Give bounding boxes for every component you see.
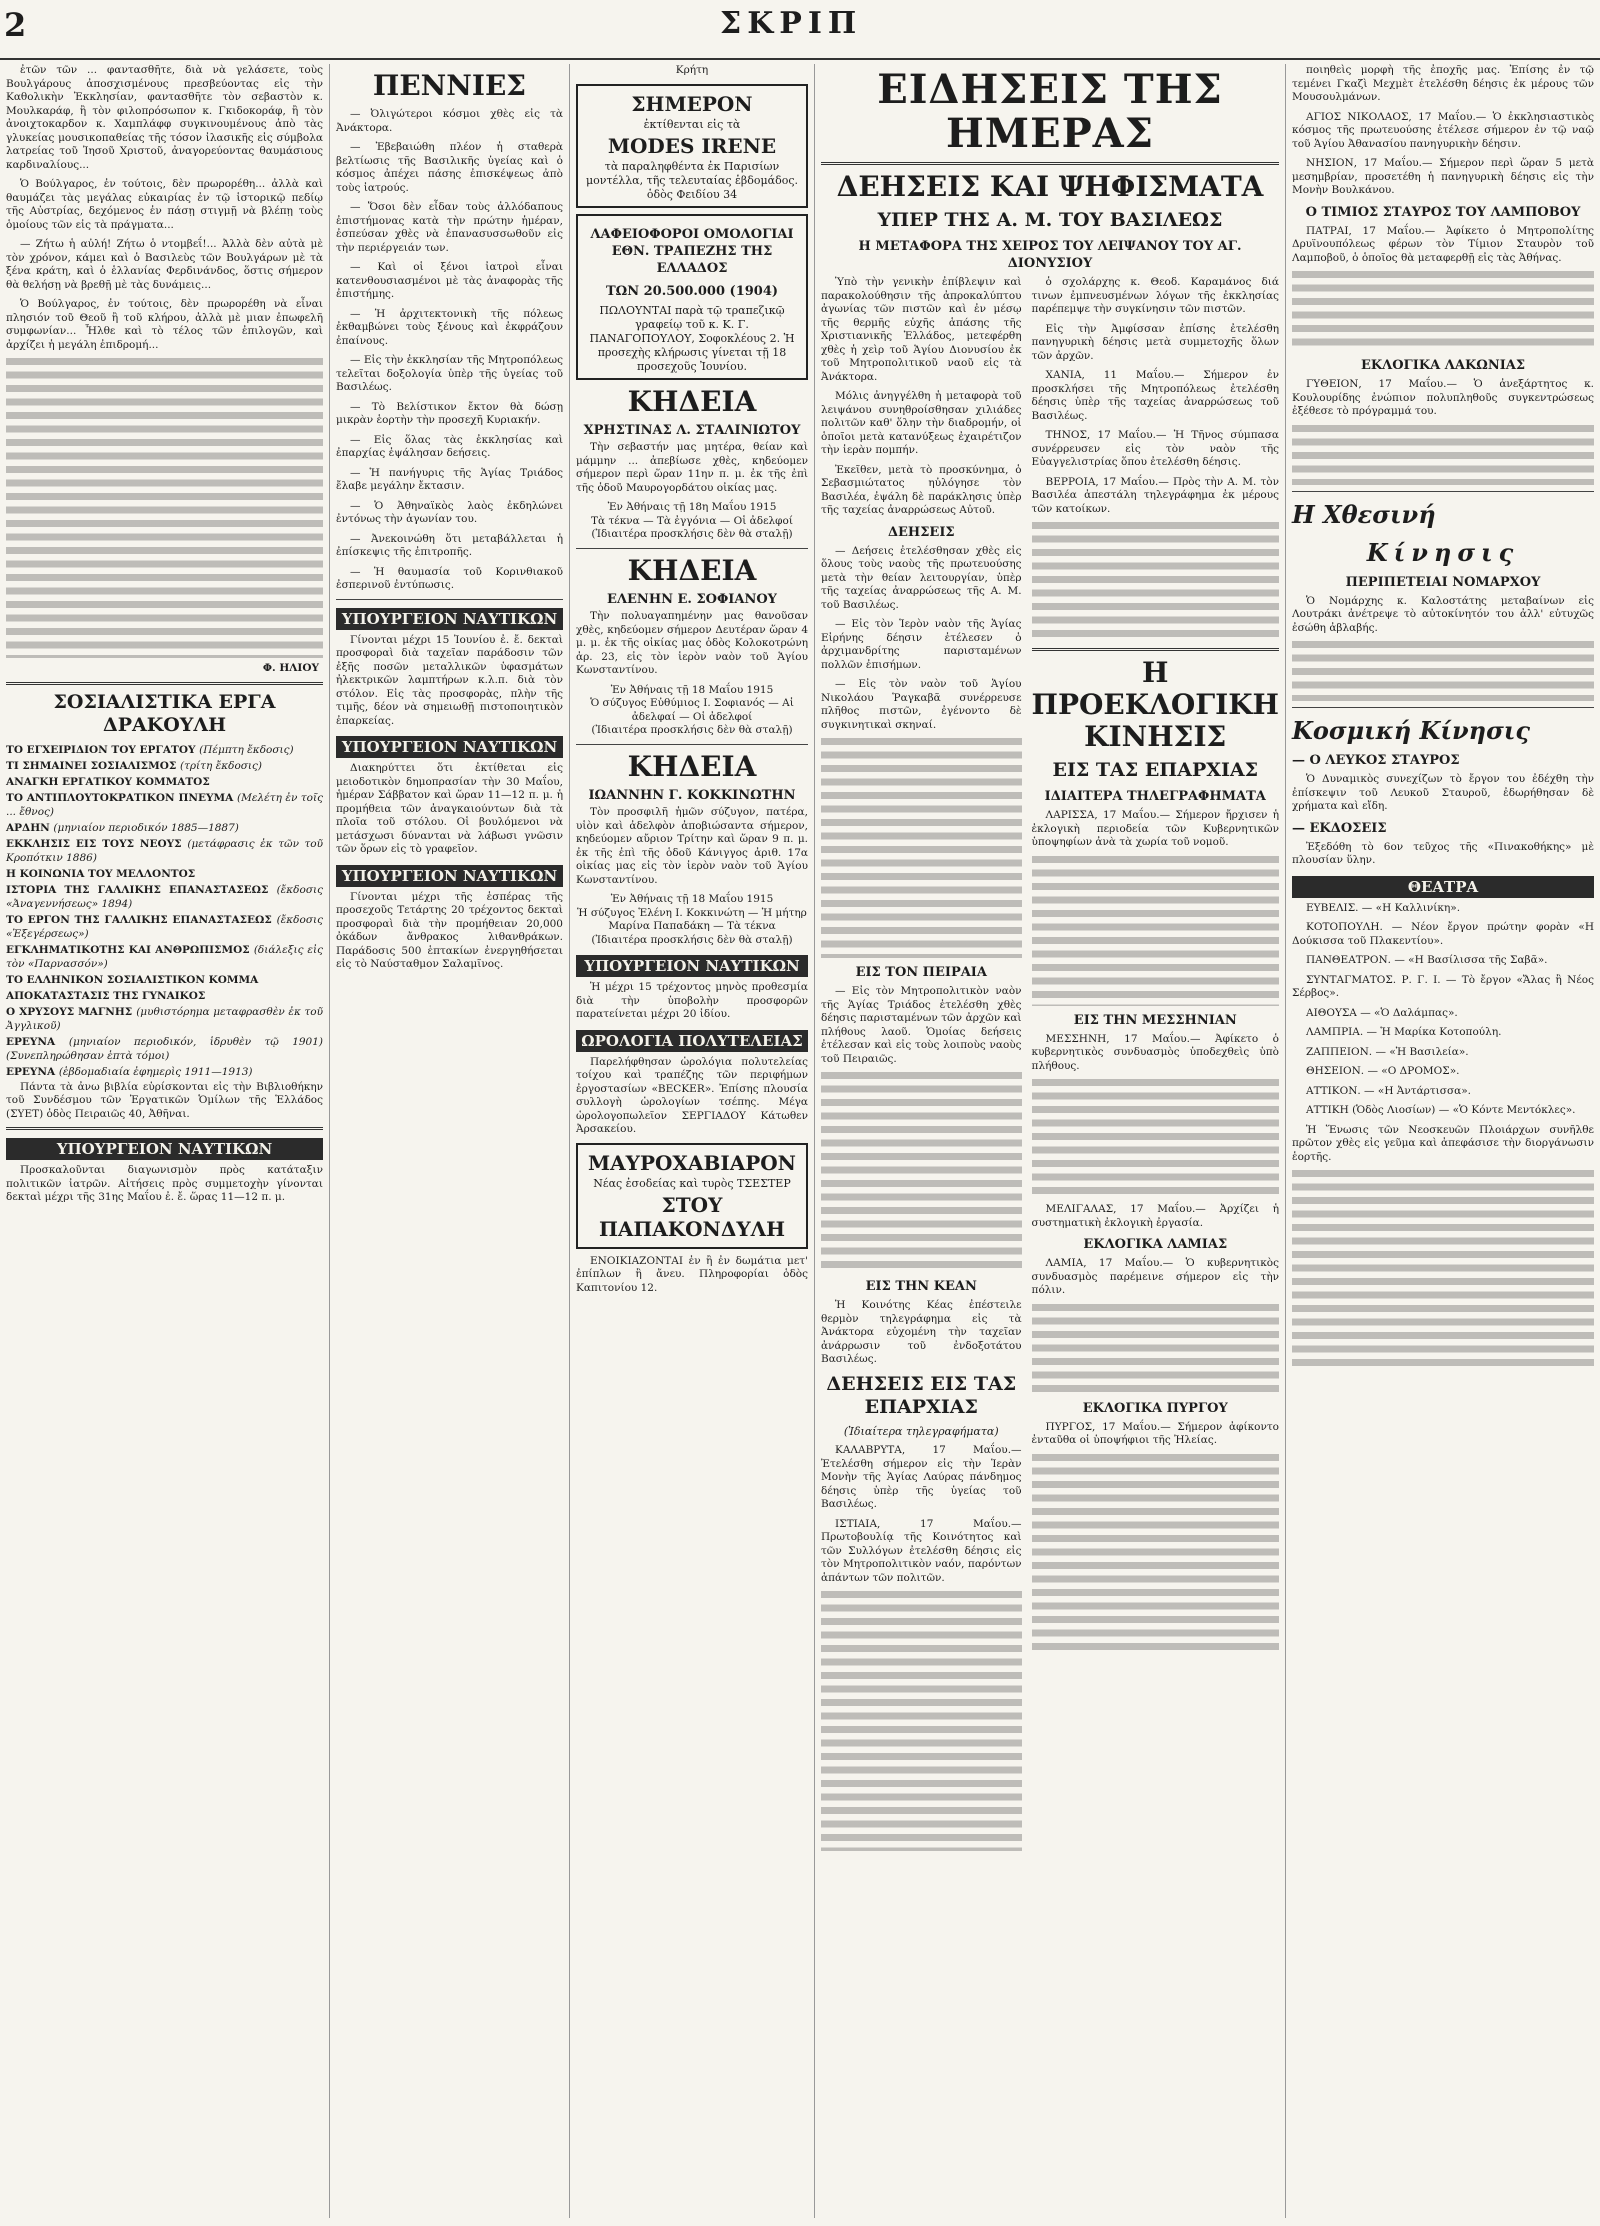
- main-headline: ΔΕΗΣΕΙΣ ΚΑΙ ΨΗΦΙΣΜΑΤΑ: [836, 170, 1264, 203]
- book-item: [6, 989, 323, 1003]
- article-text: ΓΥΘΕΙΟΝ, 17 Μαΐου.— Ὁ ἀνεξάρτητος κ. Κουλουρίδης ἐνώπιον πολυπληθοῦς συγκεντρώσεως ἐξέθεσε τὸ πρόγραμμά του.: [1292, 378, 1594, 417]
- article-text: — Εἰς τὸν Μητροπολιτικὸν ναὸν τῆς Ἁγίας Τριάδος ἐτελέσθη χθὲς δέησις παρισταμένων τῶν ἀρχῶν καὶ πλήθους λαοῦ. Ὁμοίας δεήσεις ἐτέλεσαν καὶ εἰς τοὺς λοιποὺς ναοὺς τοῦ Πειραιῶς.: [821, 985, 1022, 1065]
- divider: [576, 548, 808, 549]
- pennies-item: — Ὁ Ἀθηναϊκὸς λαὸς ἐκδηλώνει ἐντόνως τὴν ἀγωνίαν του.: [336, 499, 563, 525]
- theatre-item: ΖΑΠΠΕΙΟΝ. — «Ἡ Βασιλεία».: [1306, 1045, 1469, 1058]
- book-item: [6, 973, 323, 987]
- watch-ad-text: Παρελήφθησαν ὡρολόγια πολυτελείας τοίχου καὶ τραπέζης τῶν περιφήμων ἐργοστασίων «BECKER». Ἐπίσης πλουσία συλλογὴ ὡρολογίων τσέπης. Μέγα ὡρολογοπωλεῖον ΣΕΡΓΙΑΔΟΥ Κάτωθεν Ἀρσακείου.: [576, 1055, 808, 1135]
- theatre-item: ΘΗΣΕΙΟΝ. — «Ο ΔΡΟΜΟΣ».: [1306, 1065, 1460, 1077]
- ministry-title: ΥΠΟΥΡΓΕΙΟΝ ΝΑΥΤΙΚΩΝ: [336, 608, 563, 630]
- yesterday-heading: Η Χθεσινή: [1292, 499, 1436, 529]
- book-title: ΤΙ ΣΗΜΑΙΝΕΙ ΣΟΣΙΑΛΙΣΜΟΣ: [6, 759, 177, 772]
- pennies-list: [336, 108, 563, 593]
- article-text: ΑΓΙΟΣ ΝΙΚΟΛΑΟΣ, 17 Μαΐου.— Ὁ ἐκκλησιαστικὸς κόσμος τῆς πρωτευούσης ἐτέλεσε σήμερον ἐν τῷ ναῷ τοῦ Ἁγίου Ἀθανασίου πανηγυρικὴν δέησιν.: [1292, 110, 1594, 150]
- book-item: [6, 943, 323, 971]
- book-note: (Πέμπτη ἔκδοσις): [199, 743, 294, 756]
- article-text: ὁ σχολάρχης κ. Θεοδ. Καραμάνος διά τινων ἐμπνευσμένων λόγων τῆς ἐκκλησίας παρέπεμψε τὴν συγκίνησιν τῶν πιστῶν.: [1031, 276, 1279, 315]
- ministry-text: Διακηρύττει ὅτι ἐκτίθεται εἰς μειοδοτικὸν δημοπρασίαν τὴν 30 Μαΐου, ἡμέραν Σάββατον καὶ ὥραν 11—12 π. μ. ἡ προμήθεια τῶν ἀναγκαιούντων διὰ τὰ πλοῖα τοῦ στόλου. Οἱ βουλόμενοι νὰ μετάσχωσι δύνανται νὰ λάβωσι γνῶσιν τῶν ὅρων εἰς τὸ γραφεῖον.: [336, 762, 563, 855]
- article-text: Ἡ Κοινότης Κέας ἐπέστειλε θερμὸν τηλεγράφημα εἰς τὰ Ἀνάκτορα εὐχομένη τὴν ταχεῖαν ἀνάρρωσιν τοῦ ἐνδοξοτάτου Βασιλέως.: [821, 1299, 1022, 1365]
- article-text: ποιηθεὶς μορφὴ τῆς ἐποχῆς μας. Ἐπίσης ἐν τῷ τεμένει Γκαζὶ Μεχμὲτ ἐτελέσθη δέησις ἐκ μέρους τῶν Μουσουλμάνων.: [1292, 64, 1594, 103]
- news-right: [1032, 276, 1279, 1855]
- page-number: 2: [4, 6, 27, 44]
- pennies-item: — Ὀλιγώτεροι κόσμοι χθὲς εἰς τὰ Ἀνάκτορα.: [336, 108, 563, 134]
- divider: [821, 162, 1279, 165]
- newspaper-name: ΣΚΡΙΠ: [720, 6, 863, 41]
- news-left: [821, 276, 1022, 1855]
- book-item: [6, 1065, 323, 1079]
- article-text-block: [6, 358, 323, 658]
- pennies-item: — Ἡ πανήγυρις τῆς Ἁγίας Τριάδος ἔλαβε μεγάλην ἔκτασιν.: [336, 466, 563, 492]
- funeral-family: Ἡ σύζυγος Ἑλένη Ι. Κοκκινώτη — Ἡ μήτηρ Μαρίνα Παπαδάκη — Τὰ τέκνα: [577, 906, 807, 932]
- article-text-block: [1032, 856, 1279, 1006]
- news-two-columns: [821, 276, 1279, 1855]
- divider: [576, 744, 808, 745]
- column-2: [330, 64, 570, 2218]
- subsection-subtitle: (Ἰδιαίτερα τηλεγραφήματα): [843, 1424, 999, 1438]
- book-title: ΕΓΚΛΗΜΑΤΙΚΟΤΗΣ ΚΑΙ ΑΝΘΡΩΠΙΣΜΟΣ: [6, 943, 250, 956]
- rent-ad-text: ΕΝΟΙΚΙΑΖΟΝΤΑΙ ἐν ἢ ἐν δωμάτια μετ' ἐπίπλων ἢ ἄνευ. Πληροφορίαι ὁδὸς Καπιτονίου 12.: [576, 1254, 808, 1294]
- article-text-block: [1292, 641, 1594, 701]
- book-title: ΕΚΚΛΗΣΙΣ ΕΙΣ ΤΟΥΣ ΝΕΟΥΣ: [6, 837, 182, 850]
- book-list: [6, 743, 323, 1079]
- article-text: Ἐξεδόθη τὸ 6ον τεῦχος τῆς «Πινακοθήκης» μὲ πλουσίαν ὕλην.: [1292, 840, 1594, 866]
- elections-subheadline-2: ΙΔΙΑΙΤΕΡΑ ΤΗΛΕΓΡΑΦΗΜΑΤΑ: [1044, 789, 1266, 804]
- pennies-item: — Εἰς τὴν ἐκκλησίαν τῆς Μητροπόλεως τελεῖται δοξολογία ὑπὲρ τῆς ὑγείας τοῦ Βασιλέως.: [336, 354, 563, 393]
- article-text: Ὁ Βούλγαρος, ἐν τούτοις, δὲν πρωρορέθη... ἀλλὰ καὶ θαυμάζει τὰς μεγάλας εὐκαιρίας ἐν τῷ ἱστορικῷ πεδίῳ τῆς Αὐστρίας, δεχόμενος ἐν πάσῃ στιγμῇ νὰ βλέπῃ τοὺς ὁμοίους τῶν εἰς τὰ πράγματα...: [6, 178, 323, 231]
- article-text-block: [821, 738, 1022, 958]
- article-text: Ὁ Δυναμικὸς συνεχίζων τὸ ἔργον του ἐδέχθη τὴν ἐπίσκεψιν τοῦ Λευκοῦ Σταυροῦ, ἐδωρήθησαν δὲ χρήματα καὶ εἴδη.: [1292, 773, 1594, 812]
- article-text-block: [1292, 425, 1594, 485]
- watch-ad-title: ΩΡΟΛΟΓΙΑ ΠΟΛΥΤΕΛΕΙΑΣ: [576, 1030, 808, 1052]
- column-3: [570, 64, 815, 2218]
- book-title: ΑΝΑΓΚΗ ΕΡΓΑΤΙΚΟΥ ΚΟΜΜΑΤΟΣ: [6, 775, 210, 788]
- theatre-item: ΚΟΤΟΠΟΥΛΗ. — Νέον ἔργον πρώτην φορὰν «Η Δούκισσα τοῦ Πλακεντίου».: [1292, 921, 1594, 947]
- book-title: ΤΟ ΕΛΛΗΝΙΚΟΝ ΣΟΣΙΑΛΙΣΤΙΚΟΝ ΚΟΜΜΑ: [6, 973, 259, 986]
- book-title: ΕΡΕΥΝΑ: [6, 1035, 56, 1048]
- article-text: ΙΣΤΙΑΙΑ, 17 Μαΐου.— Πρωτοβουλίᾳ τῆς Κοινότητος καὶ τῶν Συλλόγων ἐτελέσθη δέησις εἰς τὸν Μητροπολιτικὸν ναόν, παρόντων ἁπάντων τῶν πολιτῶν.: [821, 1517, 1022, 1584]
- book-note: (ἔκδοσις «Ἀναγεννήσεως» 1894): [6, 883, 323, 910]
- column-5: [1285, 64, 1600, 2218]
- pennies-item: — Καὶ οἱ ξένοι ἰατροὶ εἶναι κατενθουσιασμένοι μὲ τὰς ἀναφορὰς τῆς ἐπιστήμης.: [336, 261, 563, 300]
- ad-title: ΜΑΥΡΟΧΑΒΙΑΡΟΝ: [588, 1150, 796, 1175]
- divider: [6, 1127, 323, 1130]
- ad-caviar: [576, 1143, 808, 1249]
- article-text-block: [1032, 1079, 1279, 1199]
- subheadline: Η ΜΕΤΑΦΟΡΑ ΤΗΣ ΧΕΙΡΟΣ ΤΟΥ ΛΕΙΨΑΝΟΥ ΤΟΥ ΑΓ. ΔΙΟΝΥΣΙΟΥ: [858, 239, 1242, 271]
- pennies-item: — Τὸ Βελίστικον ἔκτον θὰ δώσῃ μικρὰν ἑορτὴν τὴν προσεχῆ Κυριακήν.: [336, 400, 563, 426]
- funeral-date: Ἐν Ἀθήναις τῇ 18 Μαΐου 1915: [610, 893, 774, 905]
- article-text: ΛΑΜΙΑ, 17 Μαΐου.— Ὁ κυβερνητικὸς συνδυασμὸς παρέμεινε σήμερον εἰς τὴν πόλιν.: [1031, 1257, 1279, 1296]
- book-note: (ἑβδομαδιαία ἐφημερὶς 1911—1913): [58, 1065, 253, 1078]
- article-text: ΛΑΡΙΣΣΑ, 17 Μαΐου.— Σήμερον ἤρχισεν ἡ ἐκλογικὴ περιοδεία τῶν Κυβερνητικῶν ὑποψηφίων ἀνὰ τὰ χωρία τοῦ νομοῦ.: [1031, 809, 1279, 848]
- ministry-text: Γίνονται μέχρι τῆς ἑσπέρας τῆς προσεχοῦς Τετάρτης 20 τρέχοντος δεκταὶ προσφοραὶ διὰ τὴν προμήθειαν 20,000 ὀκάδων ἄνθρακος λιθανθράκων. Παράδοσις 500 ἑπτακίων ἐνεργηθήσεται εἰς τὸ Ναύσταθμον Σαλαμῖνος.: [336, 890, 563, 970]
- book-item: [6, 837, 323, 865]
- article-text: Ἡ Ἕνωσις τῶν Νεοσκευῶν Πλοιάρχων συνῆλθε πρῶτον χθὲς εἰς γεῦμα καὶ ἀπεφάσισε τὴν διοργάνωσιν ἑορτῆς.: [1292, 1123, 1594, 1163]
- deceased-name: ΙΩΑΝΝΗΝ Γ. ΚΟΚΚΙΝΩΤΗΝ: [588, 787, 796, 803]
- article-text-block: [1292, 271, 1594, 351]
- article-text: Ὁ Βούλγαρος, ἐν τούτοις, δὲν πρωρορέθη νὰ εἶναι πλησιόν τοῦ Θεοῦ ἢ τοῦ κλήρου, ἀλλὰ μὲ μιαν ἐπωφελῆ συμφωνίαν... Ἦλθε καὶ τὸ τέλος τῶν ἐπιλογῶν, καὶ ἀρχίζει ἡ μεγάλη ἐπιδρομή...: [6, 298, 323, 351]
- funeral-title: ΚΗΔΕΙΑ: [627, 749, 757, 783]
- ad-title: ΛΑΦΕΙΟΦΟΡΟΙ ΟΜΟΛΟΓΙΑΙ ΕΘΝ. ΤΡΑΠΕΖΗΣ ΤΗΣ ΕΛΛΑΔΟΣ: [590, 226, 794, 276]
- book-title: Ο ΧΡΥΣΟΥΣ ΜΑΓΝΗΣ: [6, 1005, 133, 1018]
- theatre-item: ΑΙΘΟΥΣΑ — «Ὁ Δαλάμπας».: [1306, 1006, 1458, 1019]
- ad-title: ΣΗΜΕΡΟΝ: [631, 91, 753, 116]
- books-note: Πάντα τὰ ἀνω βιβλία εὑρίσκονται εἰς τὴν Βιβλιοθήκην τοῦ Συνδέσμου τῶν Ἐργατικῶν Ὁμίλων τῆς Ἑλλάδος (ΣΥΕΤ) ὁδὸς Πειραιῶς 40, Ἀθῆναι.: [6, 1080, 323, 1120]
- book-note: (μηνιαίον περιοδικόν, ἱδρυθὲν τῷ 1901) (Συνεπληρώθησαν ἑπτὰ τόμοι): [6, 1035, 324, 1062]
- movement-heading: Κίνησις: [1366, 537, 1520, 567]
- ad-subtitle: ΤΩΝ 20.500.000 (1904): [605, 283, 779, 299]
- book-note: (μετάφρασις ἐκ τῶν τοῦ Κροπότκιν 1886): [6, 837, 324, 864]
- book-note: (ἔκδοσις «Ἐξεγέρσεως»): [6, 913, 323, 940]
- pennies-item: — Ἐβεβαιώθη πλέον ἡ σταθερὰ βελτίωσις τῆς Βασιλικῆς ὑγείας καὶ ὁ κόσμος ἀπέχει πάσης ἐπισκέψεως ἀπὸ τοὺς ἰατρούς.: [336, 141, 563, 194]
- ad-subtitle: Νέας ἐσοδείας καὶ τυρὸς ΤΣΕΣΤΕΡ: [593, 1176, 791, 1190]
- article-text: Ὁ Νομάρχης κ. Καλοστάτης μεταβαίνων εἰς Λουτράκι ἀνέτρεψε τὸ αὐτοκίνητόν του ἀλλ' εὐτυχῶς ἐσώθη ἀβλαβής.: [1292, 594, 1594, 634]
- subsection-title: ΕΙΣ ΤΗΝ ΜΕΣΣΗΝΙΑΝ: [1073, 1012, 1237, 1028]
- pennies-item: — Ἡ ἀρχιτεκτονικὴ τῆς πόλεως ἐκθαμβώνει τοὺς ξένους καὶ ἐκφράζουν ἐπαίνους.: [336, 307, 563, 347]
- article-text: ΒΕΡΡΟΙΑ, 17 Μαΐου.— Πρὸς τὴν Α. Μ. τὸν Βασιλέα ἀπεστάλη τηλεγράφημα ἐκ μέρους τῶν κατοίκων.: [1031, 475, 1279, 515]
- subsection-title: — Ο ΛΕΥΚΟΣ ΣΤΑΥΡΟΣ: [1292, 753, 1460, 768]
- book-title: ΙΣΤΟΡΙΑ ΤΗΣ ΓΑΛΛΙΚΗΣ ΕΠΑΝΑΣΤΑΣΕΩΣ: [6, 883, 269, 896]
- book-item: [6, 791, 323, 819]
- article-text: ΠΥΡΓΟΣ, 17 Μαΐου.— Σήμερον ἀφίκοντο ἐνταῦθα οἱ ὑποψήφιοι τῆς Ἠλείας.: [1031, 1420, 1279, 1446]
- funeral-text: Τὴν σεβαστήν μας μητέρα, θείαν καὶ μάμμην ... ἀπεβίωσε χθὲς, κηδεύομεν σήμερον περὶ ὥραν 11ην π. μ. ἐκ τῆς ἐπὶ τῆς ὁδοῦ Μαυρογορδάτου οἰκίας μας.: [576, 441, 808, 494]
- subsection-title: ΔΕΗΣΕΙΣ: [887, 524, 955, 540]
- funeral-note: (Ἰδιαιτέρα προσκλήσις δὲν θὰ σταλῇ): [591, 528, 793, 540]
- divider: [1032, 648, 1279, 651]
- book-note: (Μελέτη ἐν τοῖς ... ἔθνος): [6, 791, 323, 818]
- subsection-title: ΕΙΣ ΤΟΝ ΠΕΙΡΑΙΑ: [855, 965, 987, 980]
- ad-bank-bonds: [576, 214, 808, 380]
- ministry-text: Ἡ μέχρι 15 τρέχοντος μηνὸς προθεσμία διὰ τὴν ὑποβολὴν προσφορῶν παρατείνεται μέχρι 20 ἰδίου.: [576, 981, 808, 1020]
- theatre-list: [1292, 902, 1594, 1118]
- article-text: Εἰς τὴν Ἀμφίσσαν ἐπίσης ἐτελέσθη πανηγυρικὴ δέησις μετὰ συμμετοχῆς ὅλων τῶν ἀρχῶν.: [1031, 322, 1279, 362]
- deceased-name: ΧΡΗΣΤΙΝΑΣ Λ. ΣΤΑΛΙΝΙΩΤΟΥ: [583, 422, 801, 438]
- ad-shop-name: ΣΤΟΥ ΠΑΠΑΚΟΝΔΥΛΗ: [598, 1192, 786, 1241]
- article-text: ΚΑΛΑΒΡΥΤΑ, 17 Μαΐου.— Ἐτελέσθη σήμερον εἰς τὴν Ἱερὰν Μονὴν τῆς Ἁγίας Λαύρας πάνδημος δέησις ὑπὲρ τῆς ὑγείας τοῦ Βασιλέως.: [821, 1444, 1022, 1510]
- article-signature: Φ. ΗΛΙΟΥ: [262, 662, 319, 674]
- book-item: [6, 1005, 323, 1033]
- ad-address: ὁδὸς Φειδίου 34: [646, 187, 738, 201]
- article-text: Ἐκεῖθεν, μετὰ τὸ προσκύνημα, ὁ Σεβασμιώτατος ηὐλόγησε τὸν Βασιλέα, ἐψάλη δὲ παράκλησις ὑπὲρ τῆς ταχείας ἀναρρώσεως Αὐτοῦ.: [821, 463, 1022, 516]
- ministry-text: Γίνονται μέχρι 15 Ἰουνίου ἐ. ἔ. δεκταὶ προσφοραὶ διὰ ταχεῖαν παράδοσιν τῶν ἐξῆς ποσῶν μεταλλικῶν ὑφασμάτων ἠλεκτρικῶν λαμπτήρων κ.λ.π. διὰ τὸν στόλον. Εἰς τὰς προσφορὰς, πλὴν τῆς τιμῆς, δέον νὰ σημειωθῇ πιστοποιητικὸν ἐπαρκείας.: [336, 633, 563, 727]
- theatre-item: ΛΑΜΠΡΙΑ. — Ἡ Μαρίκα Κοτοπούλη.: [1306, 1026, 1502, 1038]
- elections-subheadline: ΕΙΣ ΤΑΣ ΕΠΑΡΧΙΑΣ: [1052, 759, 1259, 781]
- book-title: Η ΚΟΙΝΩΝΙΑ ΤΟΥ ΜΕΛΛΟΝΤΟΣ: [6, 867, 196, 880]
- article-text-block: [821, 1072, 1022, 1272]
- funeral-title: ΚΗΔΕΙΑ: [627, 553, 757, 587]
- funeral-text: Τὸν προσφιλῆ ἡμῶν σύζυγον, πατέρα, υἱὸν καὶ ἀδελφὸν ἀποβιώσαντα σήμερον, κηδεύομεν αὔριον Τρίτην καὶ ὥραν 9 π. μ. ἐκ τῆς ἐπὶ τῆς ὁδοῦ Κάνιγγος ἀριθ. 17α οἰκίας μας εἰς τὸν ἱερὸν ναὸν τοῦ Ἁγίου Κωνσταντίνου.: [576, 806, 808, 886]
- column-1: [0, 64, 330, 2218]
- article-text: — Ζήτω ἡ αὐλή! Ζήτω ὁ ντομβεΐ!... Ἀλλὰ δὲν αὐτὰ μὲ τὸν χρόνον, κάμει καὶ ὁ Βασιλεὺς τῶν Βουλγάρων μὲ τὰ ξένα κράτη, καὶ ὁ ἑλλανίας Φερδινάνδος, ὅστις σήμερον θὰ θελήσῃ νὰ βρεθῇ μὲ τὰς δυνάμεις...: [6, 238, 323, 291]
- article-text: Μόλις ἀνηγγέλθη ἡ μεταφορὰ τοῦ λειψάνου συνηθροίσθησαν χιλιάδες πολιτῶν καθ' ὅλην τὴν διαδρομήν, οἱ ὁποῖοι μετὰ κατανύξεως ἐχαιρέτιζον τὴν ἱερὰν πομπήν.: [821, 390, 1022, 456]
- article-text: ΠΑΤΡΑΙ, 17 Μαΐου.— Ἀφίκετο ὁ Μητροπολίτης Δρυϊνουπόλεως φέρων τὸν Τίμιον Σταυρὸν τοῦ Λαμποβοῦ, ὁ ὁποῖος θὰ μεταφερθῇ εἰς τὰς Ἀθήνας.: [1292, 224, 1594, 264]
- ad-modes-irene: [576, 84, 808, 208]
- masthead: [0, 0, 1600, 60]
- pennies-item: — Ἡ θαυμασία τοῦ Κορινθιακοῦ ἐσπερινοῦ ἐντύπωσις.: [336, 565, 563, 591]
- article-text: ἐτῶν τῶν ... φαντασθῆτε, διὰ νὰ γελάσετε, τοὺς Βουλγάρους ἀποσχισμένους πρεσβεύοντας εἰς τὴν Καθολικὴν Ἐκκλησίαν, φαντασθῆτε τὸν σεβαστὸν κ. Μουλκαράφ, ἢ τὸν φιλοπρόσωπον κ. Γκιδοκοράφ, ἢ τὸν ἀνοιχτοκαρδον κ. Χαμπλάφφ συγκινουμένους ἀπὸ τὰς γλυκείας μουσικοπαθείας τῆς τόσον ἰλασικῆς εἰς σύμβολα λατρείας τοῦ Ἰησοῦ Χριστοῦ, ἀναγορεύοντας θαυμάσιους καρδιναλίους...: [6, 64, 323, 171]
- book-item: [6, 821, 323, 835]
- ad-description: τὰ παραληφθέντα ἐκ Παρισίων μοντέλλα, τῆς τελευταίας ἑβδομάδος.: [586, 159, 798, 187]
- subsection-title: Ο ΤΙΜΙΟΣ ΣΤΑΥΡΟΣ ΤΟΥ ΛΑΜΠΟΒΟΥ: [1305, 204, 1581, 220]
- book-note: (τρίτη ἔκδοσις): [179, 759, 263, 772]
- article-text-block: [821, 1591, 1022, 1851]
- article-text-block: [1032, 522, 1279, 642]
- pennies-item: — Ὅσοι δὲν εἶδαν τοὺς ἀλλόδαπους ἐπιστήμονας κατὰ τὴν πρώτην ἡμέραν, ἐσπεύσαν χθὲς νὰ ἐπανασυσσωθοῦν εἰς τὴν περιέργειάν των.: [336, 201, 563, 254]
- book-item: [6, 775, 323, 789]
- divider: [1292, 491, 1594, 492]
- deceased-name: ΕΛΕΝΗΝ Ε. ΣΟΦΙΑΝΟΥ: [607, 591, 777, 607]
- ministry-text: Προσκαλοῦνται διαγωνισμὸν πρὸς κατάταξιν πολιτικῶν ἰατρῶν. Αἰτήσεις πρὸς συμμετοχὴν γίνονται δεκταὶ μέχρι τῆς 31ης Μαΐου ἐ. ἔ. ὥρας 11—12 π. μ.: [6, 1164, 323, 1203]
- funeral-date: Ἐν Ἀθήναις τῇ 18 Μαΐου 1915: [610, 683, 774, 696]
- article-text: — Δεήσεις ἐτελέσθησαν χθὲς εἰς ὅλους τοὺς ναοὺς τῆς πρωτευούσης μετὰ τὴν θείαν λειτουργίαν, ὑπὲρ τῆς ταχείας ἀναρρώσεως τῆς Α. Μ. τοῦ Βασιλέως.: [821, 544, 1022, 611]
- article-text: ΤΗΝΟΣ, 17 Μαΐου.— Ἡ Τῆνος σύμπασα συνέρρευσεν εἰς τὸν ναὸν τῆς Εὐαγγελιστρίας ὅπου ἐτελέσθη δέησις.: [1031, 429, 1279, 468]
- article-text: ΜΕΛΙΓΑΛΑΣ, 17 Μαΐου.— Ἀρχίζει ἡ συστηματικὴ ἐκλογικὴ ἐργασία.: [1031, 1203, 1279, 1229]
- theatre-heading: ΘΕΑΤΡΑ: [1292, 876, 1594, 898]
- theatre-item: ΑΤΤΙΚΗ (Ὁδὸς Λιοσίων) — «Ὁ Κόντε Μεντόκλες».: [1306, 1104, 1576, 1116]
- funeral-title: ΚΗΔΕΙΑ: [627, 384, 757, 418]
- book-item: [6, 1035, 323, 1063]
- column-4-news: [815, 64, 1285, 2218]
- subsection-title: ΕΚΛΟΓΙΚΑ ΠΥΡΓΟΥ: [1082, 1400, 1228, 1416]
- article-text: ΧΑΝΙΑ, 11 Μαΐου.— Σήμερον ἐν προσκλήσει τῆς Μητροπόλεως ἐτελέσθη δέησις ὑπὲρ τῆς ταχείας ἀναρρώσεως τοῦ Βασιλέως.: [1031, 369, 1279, 422]
- book-title: ΤΟ ΑΝΤΙΠΛΟΥΤΟΚΡΑΤΙΚΟΝ ΠΝΕΥΜΑ: [6, 791, 234, 804]
- header-note: Κρήτη: [675, 64, 709, 76]
- ad-text: ΠΩΛΟΥΝΤΑΙ παρὰ τῷ τραπεζικῷ γραφείῳ τοῦ κ. Κ. Γ. ΠΑΝΑΓΟΠΟΥΛΟΥ, Σοφοκλέους 2. Ἡ προσεχὴς κλήρωσις γίνεται τῇ 18 προσεχοῦς Ἰουνίου.: [589, 303, 795, 373]
- book-title: ΑΡΔΗΝ: [6, 821, 50, 834]
- divider: [1292, 707, 1594, 708]
- theatre-item: ΑΤΤΙΚΟΝ. — «Η Ἀντάρτισσα».: [1306, 1084, 1471, 1097]
- theatre-item: ΠΑΝΘΕΑΤΡΟΝ. — «Η Βασίλισσα τῆς Σαβᾶ».: [1306, 954, 1548, 966]
- article-text: ΝΗΣΙΟΝ, 17 Μαΐου.— Σήμερον περὶ ὥραν 5 μετὰ μεσημβρίαν, προσετέθη ἡ πανηγυρικὴ δέησις εἰς τὴν Μονὴν Βουλκάνου.: [1292, 157, 1594, 196]
- funeral-family: Τὰ τέκνα — Τὰ ἐγγόνια — Οἱ ἀδελφοί: [591, 514, 793, 527]
- ministry-title: ΥΠΟΥΡΓΕΙΟΝ ΝΑΥΤΙΚΩΝ: [6, 1138, 323, 1160]
- article-text-block: [1032, 1454, 1279, 1654]
- article-text: Ὑπὸ τὴν γενικὴν ἐπίβλεψιν καὶ παρακολούθησιν τῆς ἀπροκαλύπτου ἀγωνίας τῶν πιστῶν καὶ ἐν μέσῳ τῆς θερμῆς εὐχῆς ἁπάσης τῆς Χριστιανικῆς Ἑλλάδος, μετεφέρθη χθὲς ἡ χεὶρ τοῦ Ἁγίου Διονυσίου ἐκ τοῦ Μητροπολιτικοῦ ναοῦ εἰς τὰ Ἀνάκτορα.: [821, 276, 1022, 383]
- news-section-title: ΕΙΔΗΣΕΙΣ ΤΗΣ ΗΜΕΡΑΣ: [877, 66, 1223, 157]
- subsection-headline: ΔΕΗΣΕΙΣ ΕΙΣ ΤΑΣ ΕΠΑΡΧΙΑΣ: [826, 1372, 1017, 1418]
- book-note: (μηνιαίον περιοδικόν 1885—1887): [53, 821, 239, 834]
- article-text-block: [1292, 1170, 1594, 1370]
- subsection-title: ΕΙΣ ΤΗΝ ΚΕΑΝ: [865, 1279, 977, 1294]
- subsection-title: ΠΕΡΙΠΕΤΕΙΑΙ ΝΟΜΑΡΧΟΥ: [1345, 574, 1541, 590]
- subsection-title: ΕΚΛΟΓΙΚΑ ΛΑΜΙΑΣ: [1083, 1237, 1228, 1252]
- section-title: ΣΟΣΙΑΛΙΣΤΙΚΑ ΕΡΓΑ ΔΡΑΚΟΥΛΗ: [53, 690, 276, 736]
- ad-shop-name: MODES IRENE: [607, 133, 777, 158]
- article-text: — Εἰς τὸν ναὸν τοῦ Ἁγίου Νικολάου Ῥαγκαβᾶ συνέρρευσε πλῆθος πιστῶν, ἐγένοντο δὲ συγκινητικαὶ σκηναί.: [821, 678, 1022, 731]
- subsection-title: ΕΚΛΟΓΙΚΑ ΛΑΚΩΝΙΑΣ: [1360, 358, 1526, 373]
- ministry-title: ΥΠΟΥΡΓΕΙΟΝ ΝΑΥΤΙΚΩΝ: [336, 736, 563, 758]
- book-item: [6, 867, 323, 881]
- funeral-text: Τὴν πολυαγαπημένην μας θανοῦσαν χθὲς, κηδεύομεν σήμερον Δευτέραν ὥραν 4 μ. μ. ἐκ τῆς οἰκίας μας ὁδὸς Κολοκοτρώνη ἀρ. 23, εἰς τὸν ἱερὸν ναὸν τοῦ Ἁγίου Κωνσταντίνου.: [576, 610, 808, 676]
- book-item: [6, 883, 323, 911]
- book-note: (διάλεξις εἰς τὸν «Παρνασσόν»): [6, 943, 323, 970]
- social-heading: Κοσμική Κίνησις: [1292, 716, 1531, 745]
- subsection-title: — ΕΚΔΟΣΕΙΣ: [1292, 820, 1387, 836]
- divider: [6, 682, 323, 685]
- article-text: — Εἰς τὸν Ἱερὸν ναὸν τῆς Ἁγίας Εἰρήνης δέησιν ἐτέλεσεν ὁ ἀρχιμανδρίτης παρισταμένων πολλῶν ἐπισήμων.: [821, 618, 1022, 671]
- pennies-item: — Εἰς ὅλας τὰς ἐκκλησίας καὶ ἐπαρχίας ἐψάλησαν δεήσεις.: [336, 433, 563, 459]
- pennies-item: — Ἀνεκοινώθη ὅτι μεταβάλλεται ἡ ἐπίσκεψις τῆς ἐπιτροπῆς.: [336, 532, 563, 558]
- book-note: (μυθιστόρημα μεταφρασθὲν ἐκ τοῦ Ἀγγλικοῦ): [6, 1005, 323, 1032]
- funeral-date: Ἐν Ἀθήναις τῇ 18η Μαΐου 1915: [607, 501, 777, 513]
- funeral-note: (Ἰδιαιτέρα προσκλήσις δὲν θὰ σταλῇ): [591, 933, 793, 946]
- funeral-note: (Ἰδιαιτέρα προσκλήσις δὲν θὰ σταλῇ): [591, 724, 793, 736]
- ministry-title: ΥΠΟΥΡΓΕΙΟΝ ΝΑΥΤΙΚΩΝ: [576, 955, 808, 977]
- book-title: ΑΠΟΚΑΤΑΣΤΑΣΙΣ ΤΗΣ ΓΥΝΑΙΚΟΣ: [6, 989, 206, 1002]
- theatre-item: ΣΥΝΤΑΓΜΑΤΟΣ. Ρ. Γ. Ι. — Τὸ ἔργον «Ἄλας ἢ Νέος Σέρβος».: [1292, 973, 1594, 999]
- book-title: ΤΟ ΕΓΧΕΙΡΙΔΙΟΝ ΤΟΥ ΕΡΓΑΤΟΥ: [6, 743, 196, 756]
- elections-headline: Η ΠΡΟΕΚΛΟΓΙΚΗ ΚΙΝΗΣΙΣ: [1031, 656, 1279, 753]
- book-title: ΤΟ ΕΡΓΟΝ ΤΗΣ ΓΑΛΛΙΚΗΣ ΕΠΑΝΑΣΤΑΣΕΩΣ: [6, 913, 272, 926]
- main-headline-sub: ΥΠΕΡ ΤΗΣ Α. Μ. ΤΟΥ ΒΑΣΙΛΕΩΣ: [877, 209, 1223, 231]
- book-item: [6, 759, 323, 773]
- theatre-item: ΕΥΒΕΛΙΣ. — «Η Καλλινίκη».: [1306, 901, 1461, 914]
- book-item: [6, 743, 323, 757]
- ad-text: ἐκτίθενται εἰς τὰ: [643, 117, 741, 131]
- article-text: ΜΕΣΣΗΝΗ, 17 Μαΐου.— Ἀφίκετο ὁ κυβερνητικὸς συνδυασμὸς ὑποδεχθεὶς ὑπὸ πλήθους.: [1031, 1032, 1279, 1072]
- section-title: ΠΕΝΝΙΕΣ: [372, 69, 527, 102]
- funeral-family: Ὁ σύζυγος Εὐθύμιος Ι. Σοφιανός — Αἱ ἀδελφαί — Οἱ ἀδελφοί: [590, 697, 794, 723]
- book-item: [6, 913, 323, 941]
- divider: [336, 599, 563, 600]
- article-text-block: [1032, 1304, 1279, 1394]
- book-title: ΕΡΕΥΝΑ: [6, 1065, 56, 1078]
- ministry-title: ΥΠΟΥΡΓΕΙΟΝ ΝΑΥΤΙΚΩΝ: [336, 865, 563, 887]
